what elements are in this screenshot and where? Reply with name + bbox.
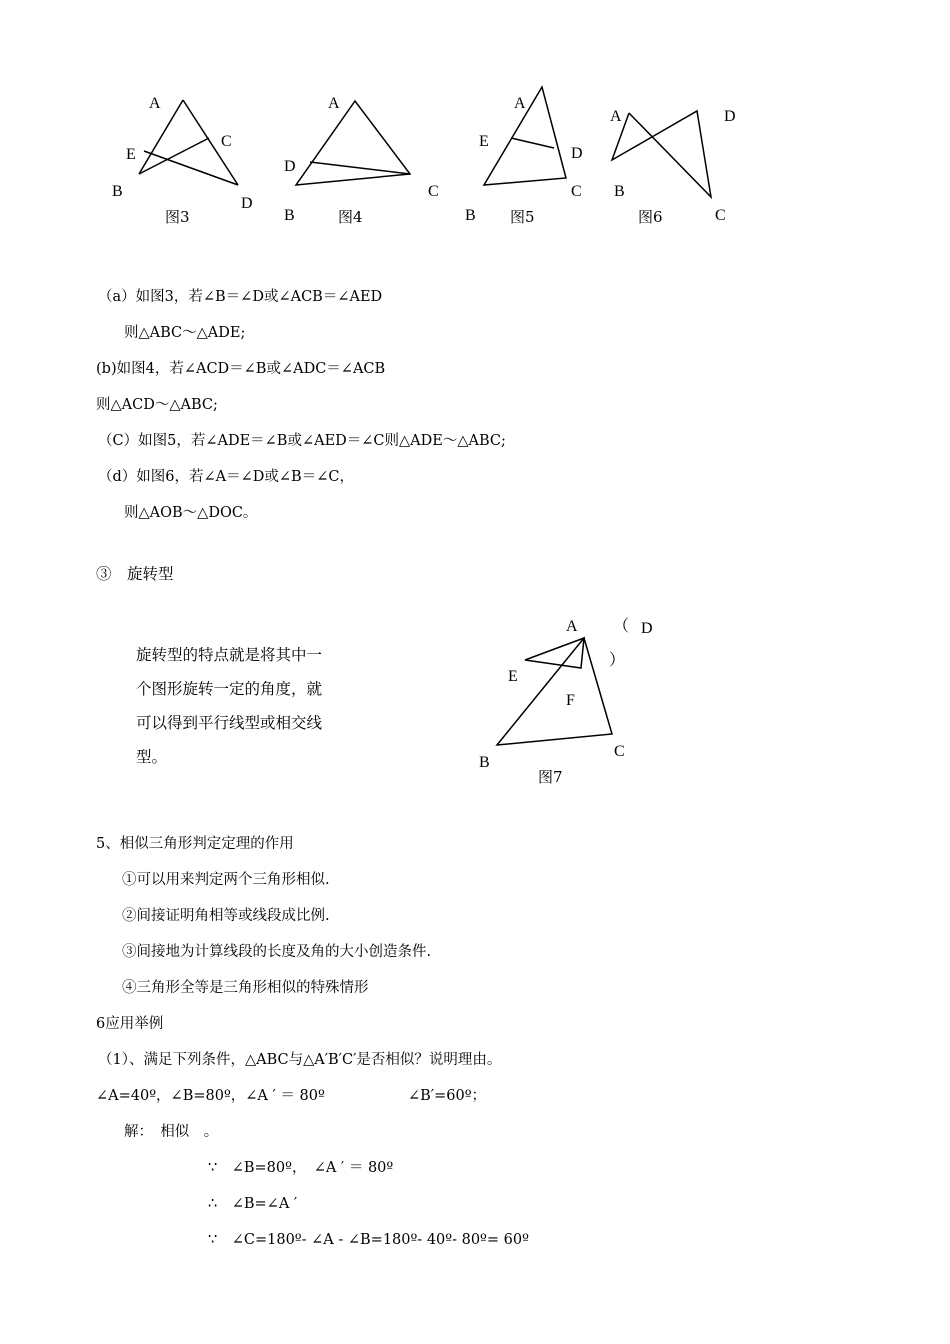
fig7-label-c: C [614,743,625,760]
section5-item-3: ③间接地为计算线段的长度及角的大小创造条件. [122,944,432,960]
section5-heading: 5、相似三角形判定定理的作用 [96,836,294,852]
fig3-label-d: D [241,195,253,212]
fig3-label-e: E [126,146,136,163]
fig6-label-b: B [614,183,625,200]
case-d-line2: 则△AOB～△DOC。 [124,505,258,521]
case-b-line1: (b)如图4，若∠ACD＝∠B或∠ADC＝∠ACB [96,361,386,377]
rotation-desc-line-3: 可以得到平行线型或相交线 [136,714,323,732]
fig7-caption: 图7 [538,768,563,786]
section6-condition-b: ∠B′=60º； [408,1088,487,1104]
fig5-label-d: D [571,145,583,162]
section5-item-2: ②间接证明角相等或线段成比例. [122,908,330,924]
fig5-label-a: A [514,95,526,112]
case-a-line2: 则△ABC～△ADE; [124,325,246,341]
section6-condition-a: ∠A=40º，∠B=80º，∠A ′ ＝ 80º [96,1088,325,1104]
case-c-line: （C）如图5，若∠ADE＝∠B或∠AED＝∠C则△ADE～△ABC; [98,433,506,449]
fig6-label-d: D [724,108,736,125]
fig6-label-a: A [610,108,622,125]
rotation-desc-line-2: 个图形旋转一定的角度，就 [136,680,323,698]
fig4-caption: 图4 [338,208,363,226]
fig5-label-b: B [465,207,476,224]
fig7-label-e: E [508,668,518,685]
rotation-heading: ③ 旋转型 [96,565,174,583]
fig4-label-a: A [328,95,340,112]
rotation-desc-line-1: 旋转型的特点就是将其中一 [136,646,323,664]
fig4-label-d: D [284,158,296,175]
section5-item-1: ①可以用来判定两个三角形相似. [122,872,330,888]
fig5-label-e: E [479,133,489,150]
section6-heading: 6应用举例 [96,1016,164,1032]
fig7-paren-close: ） [609,652,626,669]
section6-question: （1）、满足下列条件，△ABC与△A′B′C′是否相似？说明理由。 [98,1052,502,1068]
case-a-line1: （a）如图3，若∠B＝∠D或∠ACB＝∠AED [98,289,383,305]
fig5-label-c: C [571,183,582,200]
section5-item-4: ④三角形全等是三角形相似的特殊情形 [122,980,369,996]
fig7-label-b: B [479,754,490,771]
section6-step-3: ∵ ∠C=180º- ∠A - ∠B=180º- 40º- 80º= 60º [208,1232,529,1248]
fig7-paren-open: （ [613,618,630,635]
fig5-caption: 图5 [510,208,535,226]
fig4-label-c: C [428,183,439,200]
fig7-label-d: D [641,620,653,637]
case-d-line1: （d）如图6，若∠A＝∠D或∠B＝∠C， [98,469,354,485]
section6-solution: 解： 相似 。 [124,1124,219,1140]
fig4-label-b: B [284,207,295,224]
fig3-label-c: C [221,133,232,150]
section6-step-2: ∴ ∠B=∠A ′ [208,1196,298,1212]
fig3-label-a: A [149,95,161,112]
fig3-caption: 图3 [165,208,190,226]
section6-step-1: ∵ ∠B=80º， ∠A ′ ＝ 80º [208,1160,394,1176]
fig7-label-a: A [566,618,578,635]
fig7-label-f: F [566,692,575,709]
fig3-label-b: B [112,183,123,200]
fig6-caption: 图6 [638,208,663,226]
case-b-line2: 则△ACD～△ABC; [96,397,218,413]
fig6-label-c: C [715,207,726,224]
rotation-desc-line-4: 型。 [136,748,168,766]
